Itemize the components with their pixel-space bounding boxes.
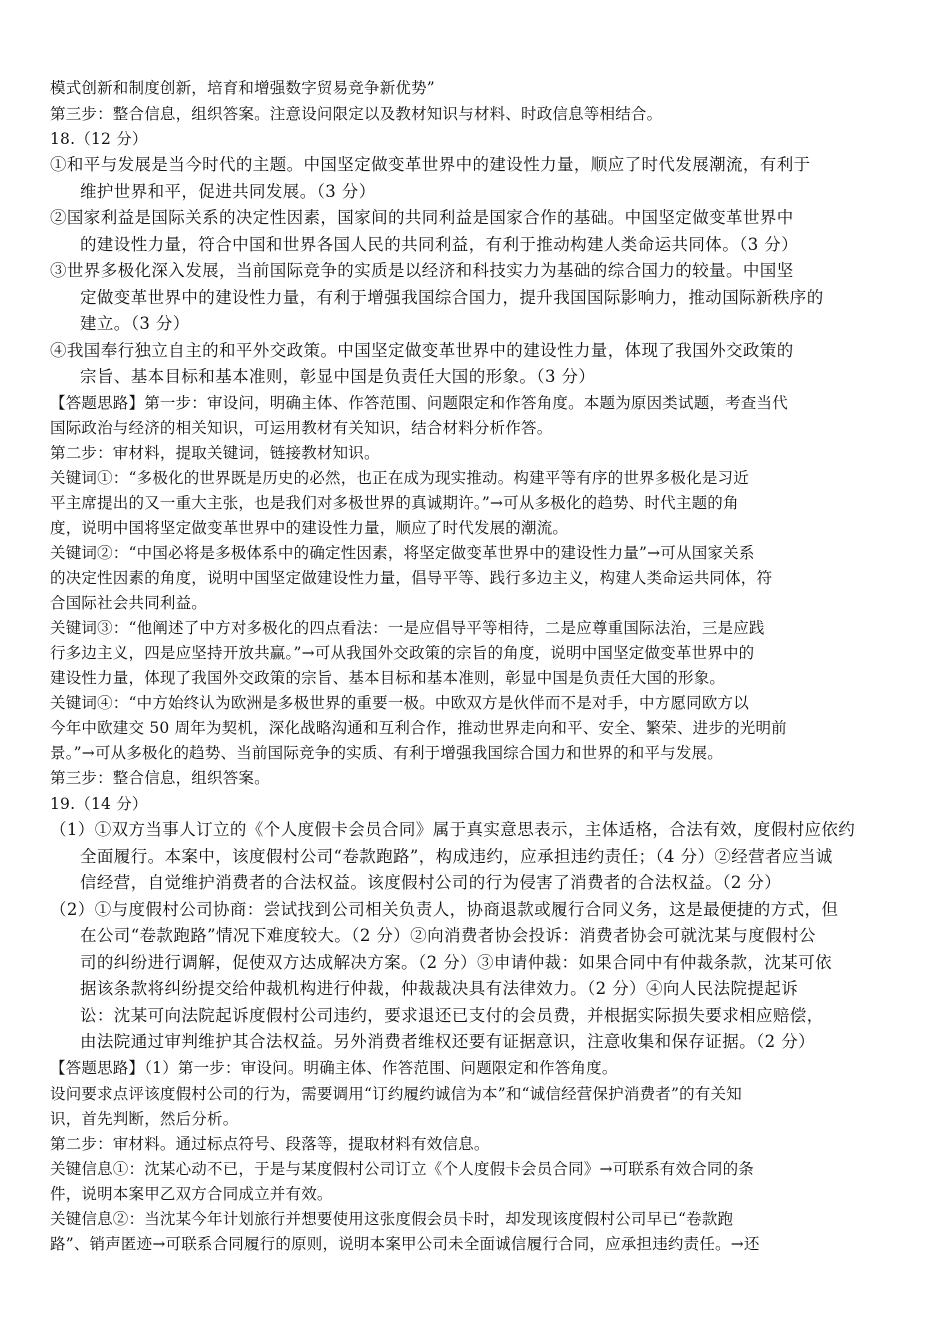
answer-line: 建立。（3 分） — [80, 314, 190, 333]
analysis-line: 第三步：整合信息，组织答案。 — [50, 769, 270, 787]
analysis-line: 行多边主义，四是应坚持开放共赢。”→可从我国外交政策的宗旨的角度，说明中国坚定做变革世界中的 — [50, 644, 755, 662]
analysis-line: 关键词④：“中方始终认为欧洲是多极世界的重要一极。中欧双方是伙伴而不是对手，中方愿同欧方以 — [50, 694, 749, 712]
analysis-line: 识，首先判断，然后分析。 — [50, 1110, 239, 1128]
answer-line: 讼：沈某可向法院起诉度假村公司违约，要求退还已支付的会员费，并根据实际损失要求相应赔偿， — [80, 1006, 824, 1025]
analysis-line: 关键词②：“中国必将是多极体系中的确定性因素，将坚定做变革世界中的建设性力量”→可从国家关系 — [50, 544, 755, 562]
analysis-line: 第二步：审材料。通过标点符号、段落等，提取材料有效信息。 — [50, 1135, 490, 1153]
analysis-line: 度，说明中国将坚定做变革世界中的建设性力量，顺应了时代发展的潮流。 — [50, 519, 569, 537]
answer-line: ②国家利益是国际关系的决定性因素，国家间的共同利益是国家合作的基础。中国坚定做变革世界中 — [50, 208, 794, 227]
analysis-line: 国际政治与经济的相关知识，可运用教材有关知识，结合材料分析作答。 — [50, 419, 553, 437]
answer-line: 定做变革世界中的建设性力量，有利于增强我国综合国力，提升我国国际影响力，推动国际新秩序的 — [80, 288, 824, 307]
analysis-line: 景。”→可从多极化的趋势、当前国际竞争的实质、有利于增强我国综合国力和世界的和平与发展。 — [50, 744, 723, 762]
question-heading: 18.（12 分） — [50, 130, 148, 148]
answer-line: 在公司“卷款跑路”情况下难度较大。（2 分）②向消费者协会投诉：消费者协会可就沈某与度假村公 — [80, 926, 816, 945]
analysis-line: 建设性力量，体现了我国外交政策的宗旨、基本目标和基本准则，彰显中国是负责任大国的形象。 — [50, 669, 726, 687]
answer-line: 由法院通过审判维护其合法权益。另外消费者维权还要有证据意识，注意收集和保存证据。（2 分） — [80, 1032, 815, 1051]
answer-line: ④我国奉行独立自主的和平外交政策。中国坚定做变革世界中的建设性力量，体现了我国外交政策的 — [50, 341, 794, 360]
analysis-line: 关键信息①：沈某心动不已，于是与某度假村公司订立《个人度假卡会员合同》→可联系有效合同的条 — [50, 1160, 754, 1178]
answer-line: ①和平与发展是当今时代的主题。中国坚定做变革世界中的建设性力量，顺应了时代发展潮流，有利于 — [50, 155, 811, 174]
answer-line: 维护世界和平，促进共同发展。（3 分） — [80, 182, 376, 201]
answer-line: 司的纠纷进行调解，促使双方达成解决方案。（2 分）③申请仲裁：如果合同中有仲裁条款，沈某可依 — [80, 953, 832, 972]
analysis-line: 关键词①：“多极化的世界既是历史的必然，也正在成为现实推动。构建平等有序的世界多极化是习近 — [50, 469, 749, 487]
text-line: 第三步：整合信息，组织答案。注意设问限定以及教材知识与材料、时政信息等相结合。 — [50, 105, 663, 123]
answer-line: （1）①双方当事人订立的《个人度假卡会员合同》属于真实意思表示，主体适格，合法有效，度假村应依约 — [50, 820, 856, 839]
answer-line: 全面履行。本案中，该度假村公司“卷款跑路”，构成违约，应承担违约责任；（4 分）②经营者应当诚 — [80, 847, 833, 866]
analysis-line: 关键词③：“他阐述了中方对多极化的四点看法：一是应倡导平等相待，二是应尊重国际法治，三是应践 — [50, 619, 765, 637]
analysis-line: 路”、销声匿迹→可联系合同履行的原则，说明本案甲公司未全面诚信履行合同，应承担违约责任。→还 — [50, 1235, 760, 1253]
analysis-line: 今年中欧建交 50 周年为契机，深化战略沟通和互利合作，推动世界走向和平、安全、繁荣、进步的光明前 — [50, 719, 787, 737]
analysis-line: 第二步：审材料，提取关键词，链接教材知识。 — [50, 444, 380, 462]
answer-line: ③世界多极化深入发展，当前国际竞争的实质是以经济和科技实力为基础的综合国力的较量。中国坚 — [50, 261, 794, 280]
question-heading: 19.（14 分） — [50, 795, 148, 813]
answer-line: 的建设性力量，符合中国和世界各国人民的共同利益，有利于推动构建人类命运共同体。（3 分） — [80, 235, 799, 254]
text-line: 模式创新和制度创新，培育和增强数字贸易竞争新优势” — [50, 79, 435, 97]
answer-line: 宗旨、基本目标和基本准则，彰显中国是负责任大国的形象。（3 分） — [80, 367, 596, 386]
analysis-line: 合国际社会共同利益。 — [50, 594, 208, 612]
analysis-line: 关键信息②：当沈某今年计划旅行并想要使用这张度假会员卡时，却发现该度假村公司早已“卷款跑 — [50, 1210, 734, 1228]
analysis-line: 的决定性因素的角度，说明中国坚定做建设性力量，倡导平等、践行多边主义，构建人类命运共同体，符 — [50, 569, 773, 587]
answer-line: 据该条款将纠纷提交给仲裁机构进行仲裁，仲裁裁决具有法律效力。（2 分）④向人民法院提起诉 — [80, 979, 799, 998]
analysis-line: 件，说明本案甲乙双方合同成立并有效。 — [50, 1185, 333, 1203]
analysis-line: 平主席提出的又一重大主张，也是我们对多极世界的真诚期许。”→可从多极化的趋势、时代主题的角 — [50, 494, 739, 512]
analysis-line: 设问要求点评该度假村公司的行为，需要调用“订约履约诚信为本”和“诚信经营保护消费者”的有关知 — [50, 1085, 742, 1103]
answer-line: （2）①与度假村公司协商：尝试找到公司相关负责人，协商退款或履行合同义务，这是最便捷的方式，但 — [50, 900, 839, 919]
analysis-line: 【答题思路】（1）第一步：审设问。明确主体、作答范围、问题限定和作答角度。 — [50, 1059, 618, 1077]
analysis-line: 【答题思路】第一步：审设问，明确主体、作答范围、问题限定和作答角度。本题为原因类试题，考查当代 — [50, 394, 788, 412]
answer-line: 信经营，自觉维护消费者的合法权益。该度假村公司的行为侵害了消费者的合法权益。（2 分） — [80, 873, 782, 892]
